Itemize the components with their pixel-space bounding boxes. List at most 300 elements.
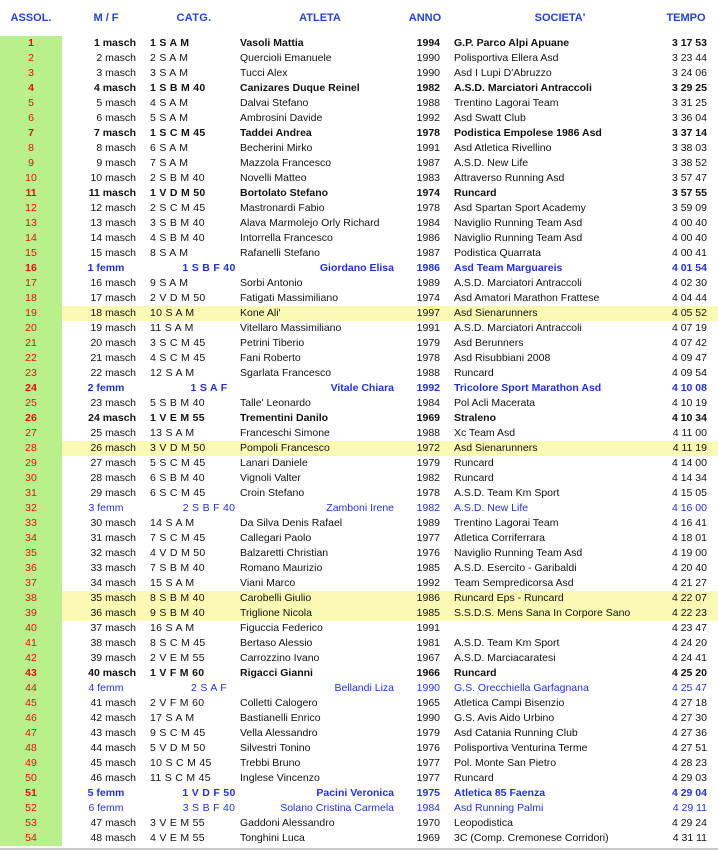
cell-position: 8 bbox=[0, 141, 62, 156]
cell-time: 4 27 51 bbox=[671, 742, 707, 754]
cell-gender-rank: 6 femm bbox=[88, 802, 124, 814]
cell-category: 4 S C M 45 bbox=[150, 352, 206, 364]
cell-category: 8 S C M 45 bbox=[150, 637, 206, 649]
cell-position: 23 bbox=[0, 366, 62, 381]
cell-society: Atletica 85 Faenza bbox=[454, 787, 546, 799]
cell-year: 1979 bbox=[416, 457, 440, 469]
cell-gender-rank: 47 masch bbox=[90, 817, 136, 829]
cell-athlete: Ambrosini Davide bbox=[240, 112, 323, 124]
cell-position: 13 bbox=[0, 216, 62, 231]
cell-time: 4 22 07 bbox=[671, 592, 707, 604]
cell-time: 4 07 42 bbox=[671, 337, 707, 349]
cell-athlete: Taddei Andrea bbox=[240, 127, 312, 139]
cell-gender-rank: 17 masch bbox=[90, 292, 136, 304]
cell-athlete: Gaddoni Alessandro bbox=[240, 817, 335, 829]
table-row bbox=[0, 366, 718, 381]
cell-gender-rank: 1 masch bbox=[93, 37, 136, 49]
cell-position: 22 bbox=[0, 351, 62, 366]
cell-year: 1991 bbox=[416, 622, 440, 634]
cell-year: 1979 bbox=[416, 727, 440, 739]
cell-category: 7 S B M 40 bbox=[150, 562, 205, 574]
cell-year: 1984 bbox=[416, 802, 440, 814]
cell-time: 4 18 01 bbox=[671, 532, 707, 544]
cell-society: Runcard bbox=[454, 472, 494, 484]
cell-athlete: Quercioli Emanuele bbox=[240, 52, 332, 64]
cell-athlete: Vitellaro Massimiliano bbox=[240, 322, 342, 334]
table-row bbox=[0, 36, 718, 51]
cell-time: 4 24 20 bbox=[671, 637, 707, 649]
cell-time: 4 28 23 bbox=[671, 757, 707, 769]
table-row bbox=[0, 606, 718, 621]
table-row bbox=[0, 216, 718, 231]
cell-category: 3 S C M 45 bbox=[150, 337, 206, 349]
cell-category: 4 V D M 50 bbox=[150, 547, 206, 559]
cell-time: 4 14 00 bbox=[671, 457, 707, 469]
cell-athlete: Figuccia Federico bbox=[240, 622, 323, 634]
cell-time: 4 29 11 bbox=[672, 802, 707, 814]
cell-gender-rank: 24 masch bbox=[88, 412, 136, 424]
cell-position: 26 bbox=[0, 411, 62, 426]
cell-year: 1991 bbox=[416, 142, 440, 154]
cell-athlete: Intorrella Francesco bbox=[240, 232, 333, 244]
cell-gender-rank: 8 masch bbox=[96, 142, 136, 154]
cell-society: 3C (Comp. Cremonese Corridori) bbox=[454, 832, 609, 844]
table-row bbox=[0, 231, 718, 246]
table-row bbox=[0, 276, 718, 291]
cell-gender-rank: 3 masch bbox=[96, 67, 136, 79]
cell-athlete: Bortolato Stefano bbox=[240, 187, 329, 199]
cell-position: 21 bbox=[0, 336, 62, 351]
cell-athlete: Bastianelli Enrico bbox=[240, 712, 321, 724]
cell-society: Asd Running Palmi bbox=[454, 802, 544, 814]
cell-time: 4 11 19 bbox=[672, 442, 707, 454]
cell-society: Polisportiva Venturina Terme bbox=[454, 742, 588, 754]
cell-time: 4 19 00 bbox=[671, 547, 707, 559]
cell-category: 12 S A M bbox=[150, 367, 195, 379]
cell-year: 1982 bbox=[416, 472, 440, 484]
cell-year: 1997 bbox=[416, 307, 440, 319]
cell-position: 25 bbox=[0, 396, 62, 411]
cell-athlete: Sgarlata Francesco bbox=[240, 367, 332, 379]
cell-society: Runcard Eps - Runcard bbox=[454, 592, 564, 604]
table-row bbox=[0, 411, 718, 426]
table-row bbox=[0, 786, 718, 801]
cell-athlete: Trementini Danilo bbox=[240, 412, 329, 424]
cell-year: 1976 bbox=[416, 742, 440, 754]
cell-year: 1984 bbox=[416, 217, 440, 229]
cell-gender-rank: 40 masch bbox=[88, 667, 136, 679]
cell-category: 11 S C M 45 bbox=[150, 772, 211, 784]
cell-society: Asd Team Marguareis bbox=[454, 262, 563, 274]
table-row bbox=[0, 831, 718, 846]
cell-society: Naviglio Running Team Asd bbox=[454, 232, 583, 244]
cell-year: 1990 bbox=[416, 682, 440, 694]
cell-society: Asd Spartan Sport Academy bbox=[454, 202, 586, 214]
cell-gender-rank: 26 masch bbox=[90, 442, 136, 454]
cell-time: 4 09 47 bbox=[671, 352, 707, 364]
cell-category: 2 S A F bbox=[191, 682, 227, 694]
cell-gender-rank: 10 masch bbox=[90, 172, 136, 184]
cell-athlete: Inglese Vincenzo bbox=[240, 772, 320, 784]
table-row bbox=[0, 141, 718, 156]
cell-society: Pol. Monte San Pietro bbox=[454, 757, 557, 769]
cell-year: 1990 bbox=[416, 67, 440, 79]
cell-category: 10 S A M bbox=[150, 307, 195, 319]
cell-time: 4 10 08 bbox=[671, 382, 707, 394]
cell-year: 1969 bbox=[416, 832, 440, 844]
table-row bbox=[0, 561, 718, 576]
cell-category: 3 V E M 55 bbox=[150, 817, 205, 829]
cell-athlete: Carobelli Giulio bbox=[240, 592, 312, 604]
cell-year: 1965 bbox=[416, 697, 440, 709]
cell-gender-rank: 44 masch bbox=[90, 742, 136, 754]
cell-society: Attraverso Running Asd bbox=[454, 172, 565, 184]
cell-athlete: Bertaso Alessio bbox=[240, 637, 313, 649]
cell-society: Runcard bbox=[454, 367, 494, 379]
cell-year: 1978 bbox=[416, 202, 440, 214]
cell-category: 2 S A M bbox=[150, 52, 189, 64]
cell-year: 1991 bbox=[416, 322, 440, 334]
cell-gender-rank: 16 masch bbox=[90, 277, 136, 289]
header-gender-rank: M / F bbox=[93, 12, 119, 24]
table-row bbox=[0, 351, 718, 366]
cell-time: 4 25 47 bbox=[671, 682, 707, 694]
cell-category: 2 S B M 40 bbox=[150, 172, 205, 184]
cell-position: 16 bbox=[0, 261, 62, 276]
cell-position: 4 bbox=[0, 81, 62, 96]
cell-time: 4 11 00 bbox=[672, 427, 707, 439]
cell-athlete: Rafanelli Stefano bbox=[240, 247, 320, 259]
cell-category: 9 S A M bbox=[150, 277, 189, 289]
header-society: SOCIETA' bbox=[534, 12, 586, 24]
cell-time: 4 09 54 bbox=[671, 367, 707, 379]
cell-year: 1986 bbox=[416, 592, 440, 604]
cell-position: 43 bbox=[0, 666, 62, 681]
table-row bbox=[0, 201, 718, 216]
cell-year: 1987 bbox=[416, 157, 440, 169]
cell-position: 31 bbox=[0, 486, 62, 501]
cell-athlete: Carrozzino Ivano bbox=[240, 652, 320, 664]
table-row bbox=[0, 516, 718, 531]
cell-category: 8 S A M bbox=[150, 247, 189, 259]
cell-athlete: Becherini Mirko bbox=[240, 142, 313, 154]
cell-athlete: Franceschi Simone bbox=[240, 427, 330, 439]
table-row bbox=[0, 741, 718, 756]
cell-society: A.S.D. New Life bbox=[454, 502, 529, 514]
cell-society: Asd Berunners bbox=[454, 337, 524, 349]
cell-category: 7 S C M 45 bbox=[150, 532, 206, 544]
cell-position: 6 bbox=[0, 111, 62, 126]
cell-year: 1987 bbox=[416, 247, 440, 259]
table-row bbox=[0, 696, 718, 711]
cell-society: Asd Swatt Club bbox=[454, 112, 526, 124]
cell-time: 3 29 25 bbox=[671, 82, 707, 94]
cell-year: 1988 bbox=[416, 367, 440, 379]
cell-position: 40 bbox=[0, 621, 62, 636]
table-row bbox=[0, 486, 718, 501]
table-row bbox=[0, 621, 718, 636]
cell-time: 3 59 09 bbox=[671, 202, 707, 214]
table-row bbox=[0, 726, 718, 741]
cell-athlete: Bellandi Liza bbox=[334, 682, 394, 694]
cell-year: 1978 bbox=[416, 487, 440, 499]
table-row bbox=[0, 396, 718, 411]
cell-year: 1988 bbox=[416, 427, 440, 439]
cell-athlete: Vella Alessandro bbox=[240, 727, 318, 739]
cell-time: 4 29 24 bbox=[671, 817, 707, 829]
cell-gender-rank: 21 masch bbox=[90, 352, 136, 364]
cell-year: 1966 bbox=[416, 667, 440, 679]
cell-gender-rank: 1 femm bbox=[87, 262, 125, 274]
cell-category: 5 V D M 50 bbox=[150, 742, 206, 754]
cell-athlete: Fani Roberto bbox=[240, 352, 301, 364]
cell-position: 44 bbox=[0, 681, 62, 696]
cell-time: 3 57 47 bbox=[671, 172, 707, 184]
cell-athlete: Canizares Duque Reinel bbox=[240, 82, 360, 94]
cell-position: 49 bbox=[0, 756, 62, 771]
cell-category: 3 S B M 40 bbox=[150, 217, 205, 229]
table-row bbox=[0, 441, 718, 456]
cell-society: A.S.D. Team Km Sport bbox=[454, 487, 560, 499]
cell-society: Atletica Corriferrara bbox=[454, 532, 546, 544]
cell-gender-rank: 9 masch bbox=[96, 157, 136, 169]
cell-athlete: Talle' Leonardo bbox=[240, 397, 311, 409]
table-row bbox=[0, 186, 718, 201]
cell-category: 7 S A M bbox=[150, 157, 189, 169]
cell-year: 1977 bbox=[416, 757, 440, 769]
cell-society: A.S.D. Esercito - Garibaldi bbox=[454, 562, 577, 574]
cell-society: A.S.D. Marciatori Antraccoli bbox=[454, 322, 582, 334]
table-row bbox=[0, 531, 718, 546]
cell-year: 1994 bbox=[416, 37, 440, 49]
cell-athlete: Viani Marco bbox=[240, 577, 296, 589]
cell-time: 4 00 40 bbox=[671, 217, 707, 229]
cell-time: 4 07 19 bbox=[671, 322, 707, 334]
cell-gender-rank: 20 masch bbox=[90, 337, 136, 349]
table-row bbox=[0, 261, 718, 276]
cell-position: 35 bbox=[0, 546, 62, 561]
cell-society: Pol Acli Macerata bbox=[454, 397, 536, 409]
cell-year: 1988 bbox=[416, 97, 440, 109]
cell-athlete: Tonghini Luca bbox=[240, 832, 305, 844]
cell-athlete: Colletti Calogero bbox=[240, 697, 318, 709]
cell-category: 17 S A M bbox=[150, 712, 195, 724]
table-row bbox=[0, 471, 718, 486]
cell-gender-rank: 27 masch bbox=[90, 457, 136, 469]
cell-gender-rank: 30 masch bbox=[90, 517, 136, 529]
cell-time: 4 04 44 bbox=[671, 292, 707, 304]
cell-year: 1989 bbox=[416, 277, 440, 289]
cell-category: 9 S B M 40 bbox=[150, 607, 205, 619]
cell-time: 3 38 03 bbox=[671, 142, 707, 154]
cell-year: 1978 bbox=[416, 127, 440, 139]
cell-gender-rank: 42 masch bbox=[90, 712, 136, 724]
cell-year: 1977 bbox=[416, 772, 440, 784]
cell-time: 4 27 36 bbox=[671, 727, 707, 739]
cell-athlete: Mastronardi Fabio bbox=[240, 202, 325, 214]
cell-society: Team Sempredicorsa Asd bbox=[454, 577, 574, 589]
cell-category: 14 S A M bbox=[150, 517, 195, 529]
cell-category: 3 V D M 50 bbox=[150, 442, 206, 454]
cell-athlete: Tucci Alex bbox=[240, 67, 288, 79]
header-time: TEMPO bbox=[666, 12, 706, 24]
cell-athlete: Novelli Matteo bbox=[240, 172, 307, 184]
cell-gender-rank: 32 masch bbox=[90, 547, 136, 559]
cell-society: S.S.D.S. Mens Sana In Corpore Sano bbox=[454, 607, 631, 619]
cell-position: 33 bbox=[0, 516, 62, 531]
cell-society: Straleno bbox=[454, 412, 497, 424]
cell-time: 3 38 52 bbox=[671, 157, 707, 169]
table-row bbox=[0, 336, 718, 351]
cell-position: 45 bbox=[0, 696, 62, 711]
cell-athlete: Alava Marmolejo Orly Richard bbox=[240, 217, 380, 229]
cell-athlete: Trebbi Bruno bbox=[240, 757, 301, 769]
cell-society: A.S.D. Marciatori Antraccoli bbox=[454, 277, 582, 289]
cell-time: 4 27 18 bbox=[671, 697, 707, 709]
cell-time: 4 21 27 bbox=[671, 577, 707, 589]
cell-year: 1967 bbox=[416, 652, 440, 664]
cell-gender-rank: 31 masch bbox=[90, 532, 136, 544]
cell-gender-rank: 13 masch bbox=[90, 217, 136, 229]
cell-society: Runcard bbox=[454, 667, 497, 679]
cell-athlete: Silvestri Tonino bbox=[240, 742, 311, 754]
cell-year: 1990 bbox=[416, 712, 440, 724]
cell-athlete: Mazzola Francesco bbox=[240, 157, 332, 169]
cell-athlete: Zamboni Irene bbox=[326, 502, 394, 514]
cell-time: 4 29 04 bbox=[671, 787, 707, 799]
cell-gender-rank: 11 masch bbox=[88, 187, 136, 199]
cell-time: 4 16 00 bbox=[671, 502, 707, 514]
cell-category: 6 S A M bbox=[150, 142, 189, 154]
cell-athlete: Pompoli Francesco bbox=[240, 442, 330, 454]
cell-time: 4 02 30 bbox=[671, 277, 707, 289]
cell-category: 1 V E M 55 bbox=[150, 412, 205, 424]
cell-society: A.S.D. New Life bbox=[454, 157, 529, 169]
cell-category: 1 S A M bbox=[150, 37, 190, 49]
cell-gender-rank: 34 masch bbox=[90, 577, 136, 589]
cell-position: 53 bbox=[0, 816, 62, 831]
cell-athlete: Lanari Daniele bbox=[240, 457, 308, 469]
cell-position: 27 bbox=[0, 426, 62, 441]
cell-time: 4 24 41 bbox=[671, 652, 707, 664]
cell-year: 1985 bbox=[416, 562, 440, 574]
cell-category: 5 S C M 45 bbox=[150, 457, 206, 469]
cell-gender-rank: 29 masch bbox=[90, 487, 136, 499]
cell-time: 4 20 40 bbox=[671, 562, 707, 574]
cell-year: 1972 bbox=[416, 442, 440, 454]
table-row bbox=[0, 711, 718, 726]
cell-category: 6 S C M 45 bbox=[150, 487, 206, 499]
cell-position: 32 bbox=[0, 501, 62, 516]
cell-athlete: Da Silva Denis Rafael bbox=[240, 517, 343, 529]
table-row bbox=[0, 306, 718, 321]
cell-athlete: Romano Maurizio bbox=[240, 562, 323, 574]
cell-year: 1986 bbox=[416, 262, 440, 274]
cell-gender-rank: 23 masch bbox=[90, 397, 136, 409]
cell-year: 1989 bbox=[416, 517, 440, 529]
cell-position: 41 bbox=[0, 636, 62, 651]
cell-position: 52 bbox=[0, 801, 62, 816]
cell-position: 46 bbox=[0, 711, 62, 726]
cell-year: 1974 bbox=[416, 292, 440, 304]
cell-gender-rank: 28 masch bbox=[90, 472, 136, 484]
cell-time: 4 29 03 bbox=[671, 772, 707, 784]
cell-category: 8 S B M 40 bbox=[150, 592, 205, 604]
cell-year: 1984 bbox=[416, 397, 440, 409]
cell-year: 1977 bbox=[416, 532, 440, 544]
cell-time: 4 10 19 bbox=[671, 397, 707, 409]
cell-gender-rank: 6 masch bbox=[96, 112, 136, 124]
cell-year: 1985 bbox=[416, 607, 440, 619]
cell-position: 50 bbox=[0, 771, 62, 786]
table-row bbox=[0, 126, 718, 141]
cell-position: 15 bbox=[0, 246, 62, 261]
cell-gender-rank: 36 masch bbox=[90, 607, 136, 619]
cell-society: Podistica Empolese 1986 Asd bbox=[454, 127, 602, 139]
cell-gender-rank: 37 masch bbox=[90, 622, 136, 634]
cell-society: Runcard bbox=[454, 187, 497, 199]
cell-year: 1970 bbox=[416, 817, 440, 829]
cell-society: Tricolore Sport Marathon Asd bbox=[454, 382, 602, 394]
cell-position: 12 bbox=[0, 201, 62, 216]
cell-position: 20 bbox=[0, 321, 62, 336]
table-row bbox=[0, 651, 718, 666]
cell-gender-rank: 33 masch bbox=[90, 562, 136, 574]
cell-year: 1992 bbox=[416, 382, 440, 394]
cell-time: 4 31 11 bbox=[672, 832, 707, 844]
table-row bbox=[0, 801, 718, 816]
cell-time: 3 31 25 bbox=[671, 97, 707, 109]
cell-category: 3 S A M bbox=[150, 67, 189, 79]
table-row bbox=[0, 81, 718, 96]
cell-position: 51 bbox=[0, 786, 62, 801]
cell-gender-rank: 43 masch bbox=[90, 727, 136, 739]
cell-society: Trentino Lagorai Team bbox=[454, 517, 559, 529]
cell-athlete: Rigacci Gianni bbox=[240, 667, 313, 679]
table-row bbox=[0, 546, 718, 561]
cell-gender-rank: 7 masch bbox=[93, 127, 136, 139]
cell-position: 17 bbox=[0, 276, 62, 291]
cell-gender-rank: 2 masch bbox=[96, 52, 136, 64]
rows-container bbox=[0, 36, 718, 846]
cell-time: 3 57 55 bbox=[671, 187, 707, 199]
cell-time: 4 25 20 bbox=[671, 667, 707, 679]
cell-position: 18 bbox=[0, 291, 62, 306]
cell-gender-rank: 14 masch bbox=[90, 232, 136, 244]
cell-athlete: Croin Stefano bbox=[240, 487, 305, 499]
cell-society: G.P. Parco Alpi Apuane bbox=[454, 37, 570, 49]
cell-year: 1992 bbox=[416, 577, 440, 589]
cell-society: Asd Risubbiani 2008 bbox=[454, 352, 551, 364]
cell-athlete: Fatigati Massimiliano bbox=[240, 292, 339, 304]
cell-society: Runcard bbox=[454, 772, 494, 784]
cell-gender-rank: 5 masch bbox=[96, 97, 136, 109]
cell-gender-rank: 18 masch bbox=[90, 307, 136, 319]
cell-gender-rank: 22 masch bbox=[90, 367, 136, 379]
cell-category: 1 V D F 50 bbox=[182, 787, 236, 799]
cell-athlete: Petrini Tiberio bbox=[240, 337, 305, 349]
cell-time: 3 36 04 bbox=[671, 112, 707, 124]
table-row bbox=[0, 66, 718, 81]
cell-athlete: Pacini Veronica bbox=[316, 787, 394, 799]
cell-position: 5 bbox=[0, 96, 62, 111]
table-row bbox=[0, 381, 718, 396]
cell-society: Runcard bbox=[454, 457, 494, 469]
cell-category: 3 S B F 40 bbox=[182, 802, 236, 814]
cell-society: A.S.D. Team Km Sport bbox=[454, 637, 560, 649]
cell-year: 1975 bbox=[416, 787, 440, 799]
cell-time: 4 14 34 bbox=[671, 472, 707, 484]
